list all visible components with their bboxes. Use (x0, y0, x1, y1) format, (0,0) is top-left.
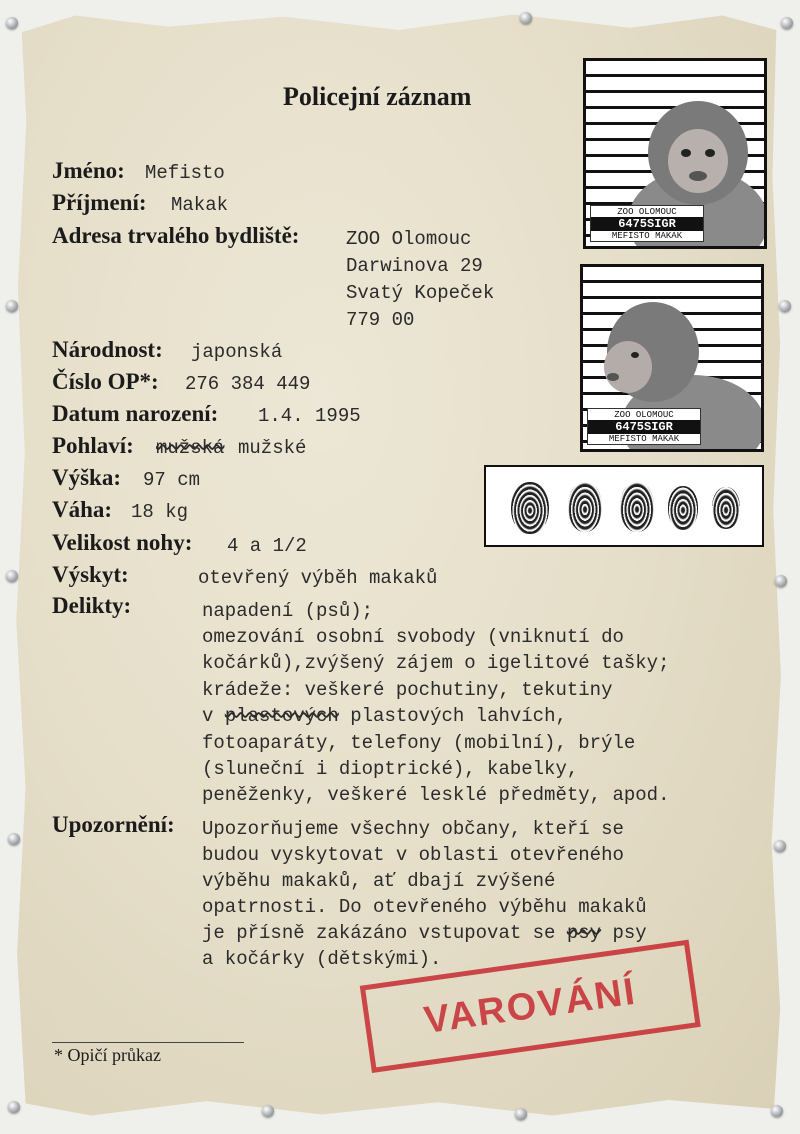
weight-label: Váha: (52, 497, 113, 522)
offenses-line-rest: plastových lahvích, (350, 705, 567, 727)
screw-icon (6, 300, 18, 312)
offenses-line: krádeže: veškeré pochutiny, tekutiny (202, 679, 613, 701)
offenses-line: omezování osobní svobody (vniknutí do (202, 626, 624, 648)
height-label: Výška: (52, 465, 122, 490)
id-number-value: 276 384 449 (185, 373, 311, 395)
first-name-label: Jméno: (52, 158, 125, 183)
warning-line-end: psy (612, 922, 647, 944)
screw-icon (6, 570, 18, 582)
footnote-rule (52, 1042, 244, 1043)
sex-value: mužské (238, 437, 307, 459)
nationality-label: Národnost: (52, 337, 163, 362)
screw-icon (781, 17, 793, 29)
screw-icon (774, 840, 786, 852)
first-name-value: Mefisto (145, 162, 225, 184)
sex-label: Pohlaví: (52, 433, 134, 458)
warning-stamp: VAROVÁNÍ (360, 940, 701, 1073)
address-label: Adresa trvalého bydliště: (52, 223, 300, 248)
placard-code: 6475SIGR (588, 420, 700, 434)
screw-icon (520, 12, 532, 24)
warning-struck-word: psy (566, 922, 602, 944)
mugshot-profile-photo (580, 264, 764, 452)
warning-line: opatrnosti. Do otevřeného výběhu makaků (202, 896, 647, 918)
screw-icon (515, 1108, 527, 1120)
height-value: 97 cm (143, 469, 201, 491)
screw-icon (775, 575, 787, 587)
screw-icon (8, 833, 20, 845)
placard-zoo: ZOO OLOMOUC (614, 410, 674, 420)
screw-icon (779, 300, 791, 312)
offenses-line: napadení (psů); (202, 600, 374, 622)
fingerprint-icon (511, 482, 549, 534)
offenses-label: Delikty: (52, 593, 132, 618)
offenses-line: kočárků),zvýšený zájem o igelitové tašky; (202, 652, 670, 674)
fingerprints-panel (484, 465, 764, 547)
occurrence-label: Výskyt: (52, 562, 129, 587)
warning-line: výběhu makaků, ať dbají zvýšené (202, 870, 556, 892)
offenses-line: (sluneční i dioptrické), kabelky, (202, 758, 579, 780)
fingerprint-icon (712, 487, 740, 529)
last-name-value: Makak (171, 194, 229, 216)
poster-title: Policejní záznam (283, 82, 472, 111)
offenses-line: fotoaparáty, telefony (mobilní), brýle (202, 732, 636, 754)
mugshot-front-photo (583, 58, 767, 249)
address-line-3: Svatý Kopeček (346, 282, 495, 304)
screw-icon (8, 1101, 20, 1113)
mugshot-placard (590, 205, 704, 242)
foot-size-label: Velikost nohy: (52, 530, 193, 555)
nationality-value: japonská (191, 341, 283, 363)
warning-line: a kočárky (dětskými). (202, 948, 442, 970)
birth-date-value: 1.4. 1995 (258, 405, 361, 427)
warning-line: Upozorňujeme všechny občany, kteří se (202, 818, 624, 840)
screw-icon (262, 1105, 274, 1117)
offenses-line: peněženky, veškeré lesklé předměty, apod. (202, 784, 670, 806)
mugshot-placard (587, 408, 701, 445)
placard-name: MEFISTO MAKAK (611, 231, 683, 241)
offenses-struck-word: plastových (224, 705, 339, 727)
address-line-4: 779 00 (346, 309, 415, 331)
id-number-label: Číslo OP*: (52, 369, 159, 394)
foot-size-value: 4 a 1/2 (227, 535, 307, 557)
warning-line-start: je přísně zakázáno vstupovat se (202, 922, 556, 944)
address-line-2: Darwinova 29 (346, 255, 483, 277)
screw-icon (771, 1105, 783, 1117)
fingerprint-icon (620, 482, 654, 532)
footnote: * Opičí průkaz (54, 1045, 161, 1065)
offenses-line-prefix: v (202, 705, 214, 727)
birth-date-label: Datum narození: (52, 401, 219, 426)
warning-line (202, 920, 647, 946)
placard-code: 6475SIGR (591, 217, 703, 231)
placard-zoo: ZOO OLOMOUC (617, 207, 677, 217)
warning-label: Upozornění: (52, 812, 175, 837)
screw-icon (6, 17, 18, 29)
warning-line: budou vyskytovat v oblasti otevřeného (202, 844, 624, 866)
fingerprint-icon (668, 486, 698, 530)
placard-name: MEFISTO MAKAK (608, 434, 680, 444)
weight-value: 18 kg (131, 501, 189, 523)
offenses-line (202, 703, 567, 729)
address-line-1: ZOO Olomouc (346, 228, 472, 250)
sex-struck-value: mužská (156, 437, 225, 459)
occurrence-value: otevřený výběh makaků (198, 567, 438, 589)
fingerprint-icon (568, 482, 602, 532)
last-name-label: Příjmení: (52, 190, 147, 215)
